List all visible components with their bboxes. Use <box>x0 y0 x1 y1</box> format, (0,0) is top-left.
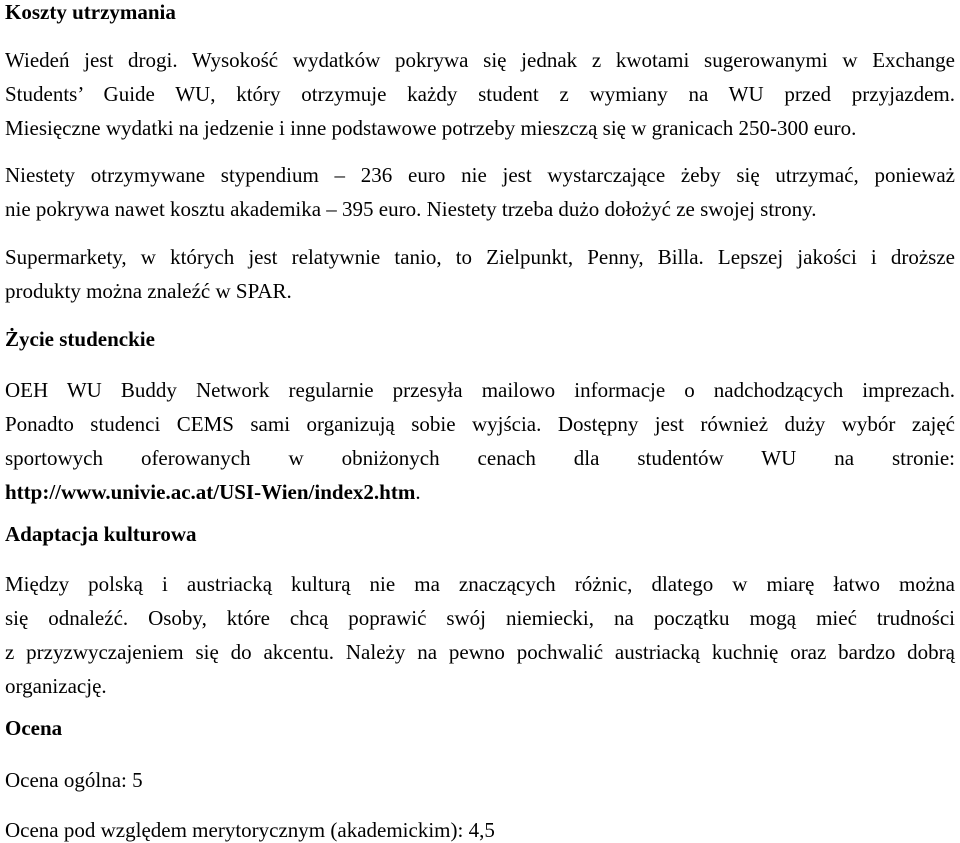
paragraph-culture <box>5 567 955 703</box>
text-line <box>5 475 955 509</box>
heading-rating: Ocena <box>5 716 63 740</box>
rating-overall: Ocena ogólna: 5 <box>5 768 143 792</box>
heading-costs: Koszty utrzymania <box>5 0 176 24</box>
heading-culture: Adaptacja kulturowa <box>5 522 197 546</box>
text-line: Wiedeń jest drogi. Wysokość wydatków pokrywa się jednak z kwotami sugerowanymi w Exchange <box>5 48 955 72</box>
rating-academic: Ocena pod względem merytorycznym (akademickim): 4,5 <box>5 818 495 842</box>
text-line: Miesięczne wydatki na jedzenie i inne podstawowe potrzeby mieszczą się w granicach 250-300 euro. <box>5 116 857 140</box>
usi-wien-link[interactable]: http://www.univie.ac.at/USI-Wien/index2.htm <box>5 480 416 504</box>
text-line: organizację. <box>5 674 107 698</box>
paragraph-student-life <box>5 373 955 509</box>
text-line: Students’ Guide WU, który otrzymuje każdy student z wymiany na WU przed przyjazdem. <box>5 82 955 106</box>
text-line: produkty można znaleźć w SPAR. <box>5 279 292 303</box>
heading-student-life: Życie studenckie <box>5 327 155 351</box>
text-line: Między polską i austriacką kulturą nie ma znaczących różnic, dlatego w miarę łatwo można <box>5 572 955 596</box>
text-line: Supermarkety, w których jest relatywnie tanio, to Zielpunkt, Penny, Billa. Lepszej jakości i droższe <box>5 245 955 269</box>
text-line: nie pokrywa nawet kosztu akademika – 395 euro. Niestety trzeba dużo dołożyć ze swojej strony. <box>5 197 817 221</box>
text-line: OEH WU Buddy Network regularnie przesyła mailowo informacje o nadchodzących imprezach. <box>5 378 955 402</box>
text-line: sportowych oferowanych w obniżonych cenach dla studentów WU na stronie: <box>5 446 955 470</box>
paragraph-costs-supermarkets <box>5 240 955 308</box>
text-line: się odnaleźć. Osoby, które chcą poprawić swój niemiecki, na początku mogą mieć trudności <box>5 606 955 630</box>
paragraph-costs-scholarship <box>5 158 955 226</box>
text-line: Ponadto studenci CEMS sami organizują sobie wyjścia. Dostępny jest również duży wybór zajęć <box>5 412 955 436</box>
link-suffix: . <box>415 480 421 504</box>
paragraph-costs-expenses <box>5 43 955 145</box>
text-line: Niestety otrzymywane stypendium – 236 euro nie jest wystarczające żeby się utrzymać, ponieważ <box>5 163 955 187</box>
text-line: z przyzwyczajeniem się do akcentu. Należy na pewno pochwalić austriacką kuchnię oraz bardzo dobrą <box>5 640 955 664</box>
